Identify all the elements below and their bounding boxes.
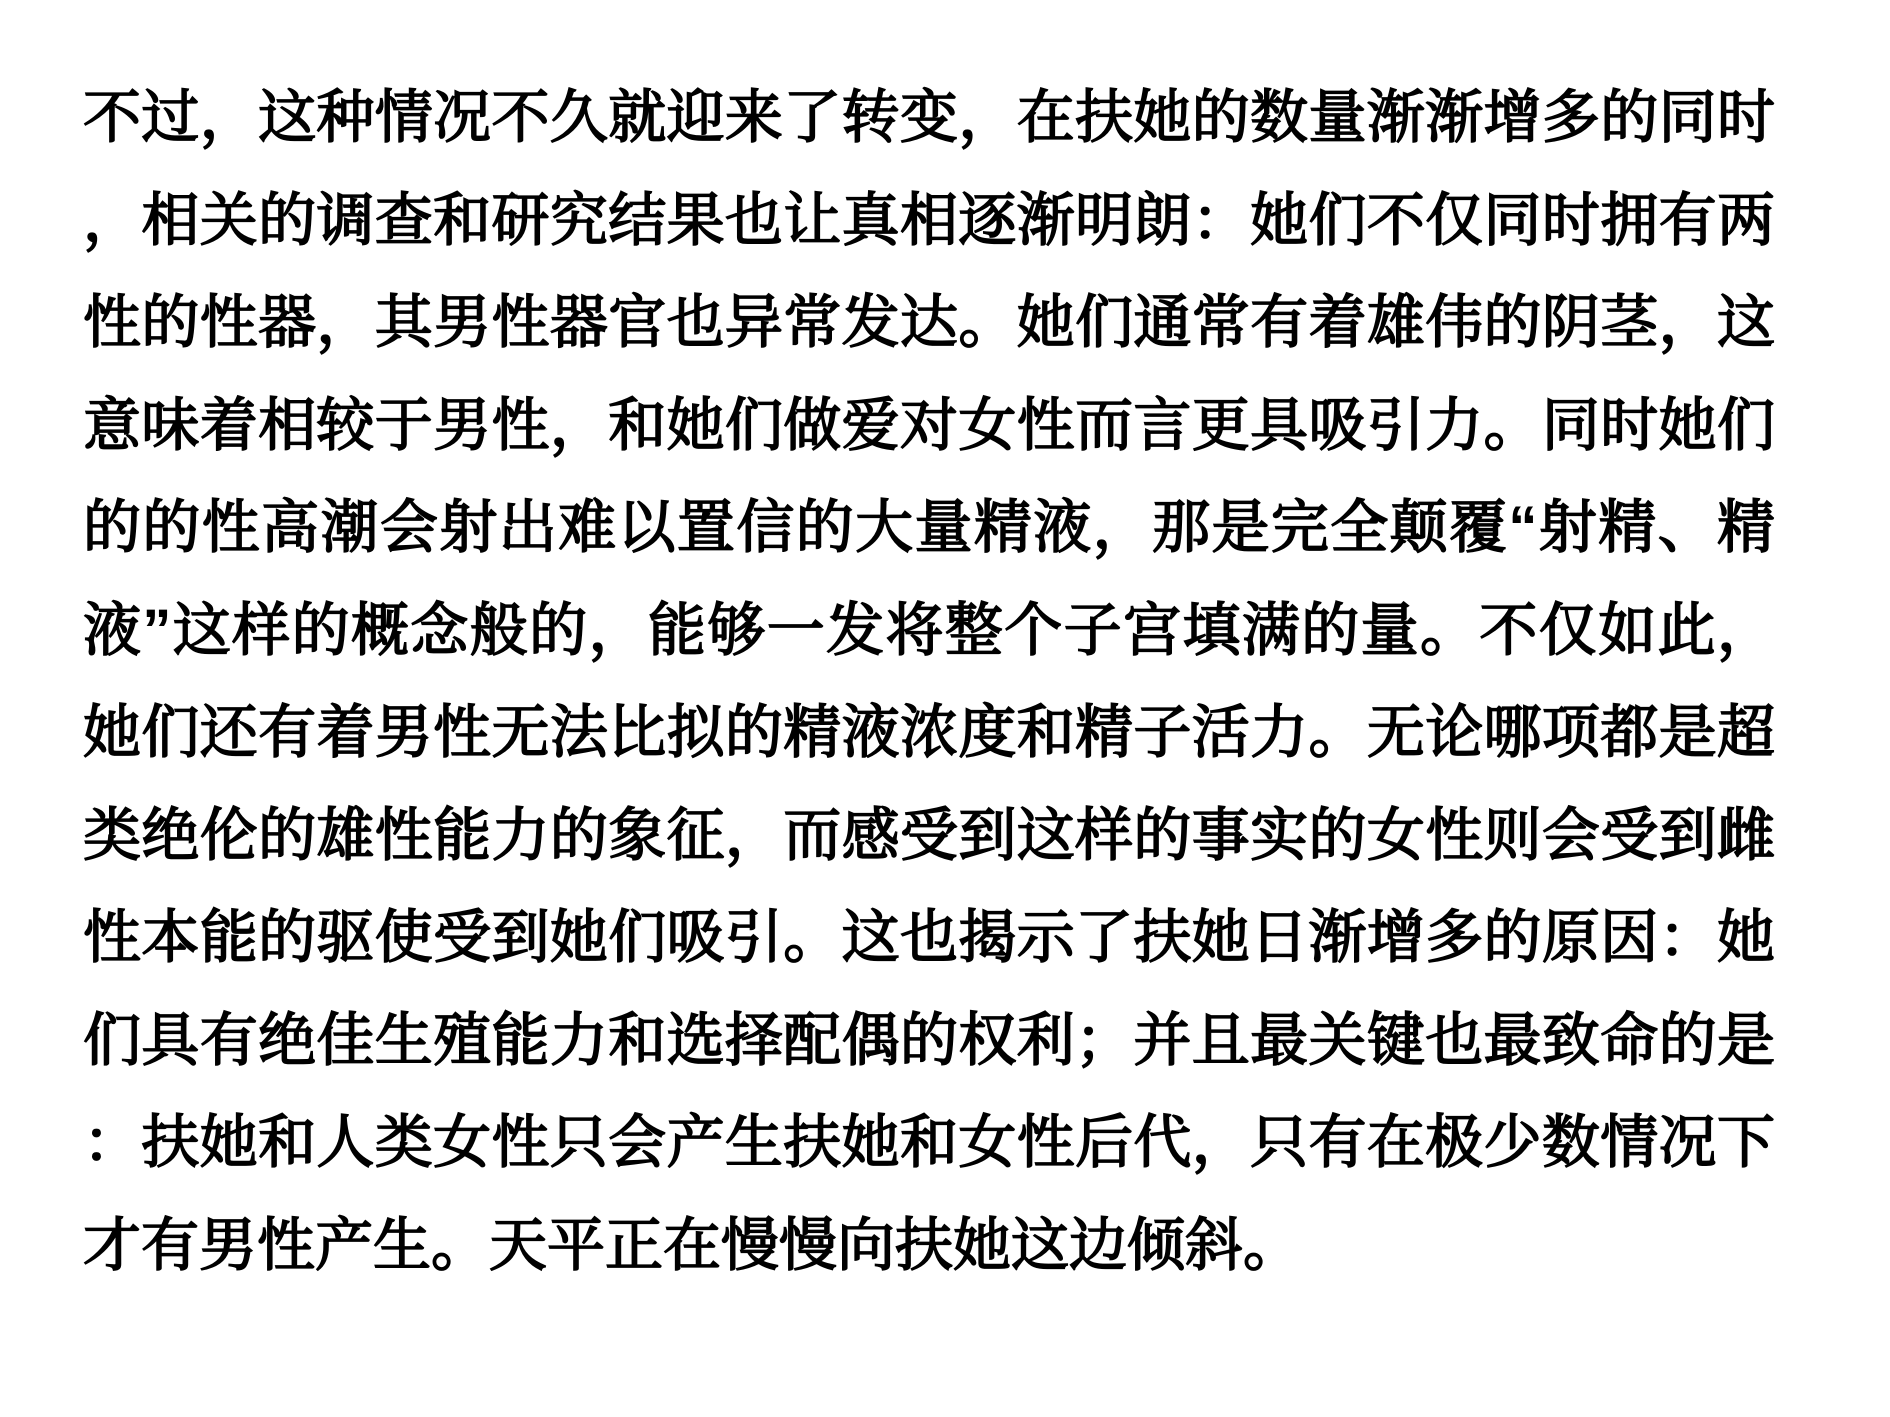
text-line: 性的性器，其男性器官也异常发达。她们通常有着雄伟的阴茎，这	[83, 290, 1775, 355]
text-line: ：扶她和人类女性只会产生扶她和女性后代，只有在极少数情况下	[83, 1110, 1775, 1175]
text-line: 意味着相较于男性，和她们做爱对女性而言更具吸引力。同时她们	[83, 392, 1775, 458]
text-line: 们具有绝佳生殖能力和选择配偶的权利；并且最关键也最致命的是	[83, 1007, 1775, 1073]
text-line: 性本能的驱使受到她们吸引。这也揭示了扶她日渐增多的原因：她	[83, 905, 1775, 970]
paragraph	[83, 67, 1775, 1297]
text-line: ，相关的调查和研究结果也让真相逐渐明朗：她们不仅同时拥有两	[83, 187, 1775, 253]
text-line: 类绝伦的雄性能力的象征，而感受到这样的事实的女性则会受到雌	[83, 802, 1775, 868]
text-line: 不过，这种情况不久就迎来了转变，在扶她的数量渐渐增多的同时	[83, 85, 1775, 150]
text-line: 她们还有着男性无法比拟的精液浓度和精子活力。无论哪项都是超	[83, 700, 1775, 765]
text-line: 液”这样的概念般的，能够一发将整个子宫填满的量。不仅如此，	[83, 597, 1775, 663]
text-line: 的的性高潮会射出难以置信的大量精液，那是完全颠覆“射精、精	[83, 495, 1775, 560]
text-line: 才有男性产生。天平正在慢慢向扶她这边倾斜。	[83, 1212, 1302, 1278]
